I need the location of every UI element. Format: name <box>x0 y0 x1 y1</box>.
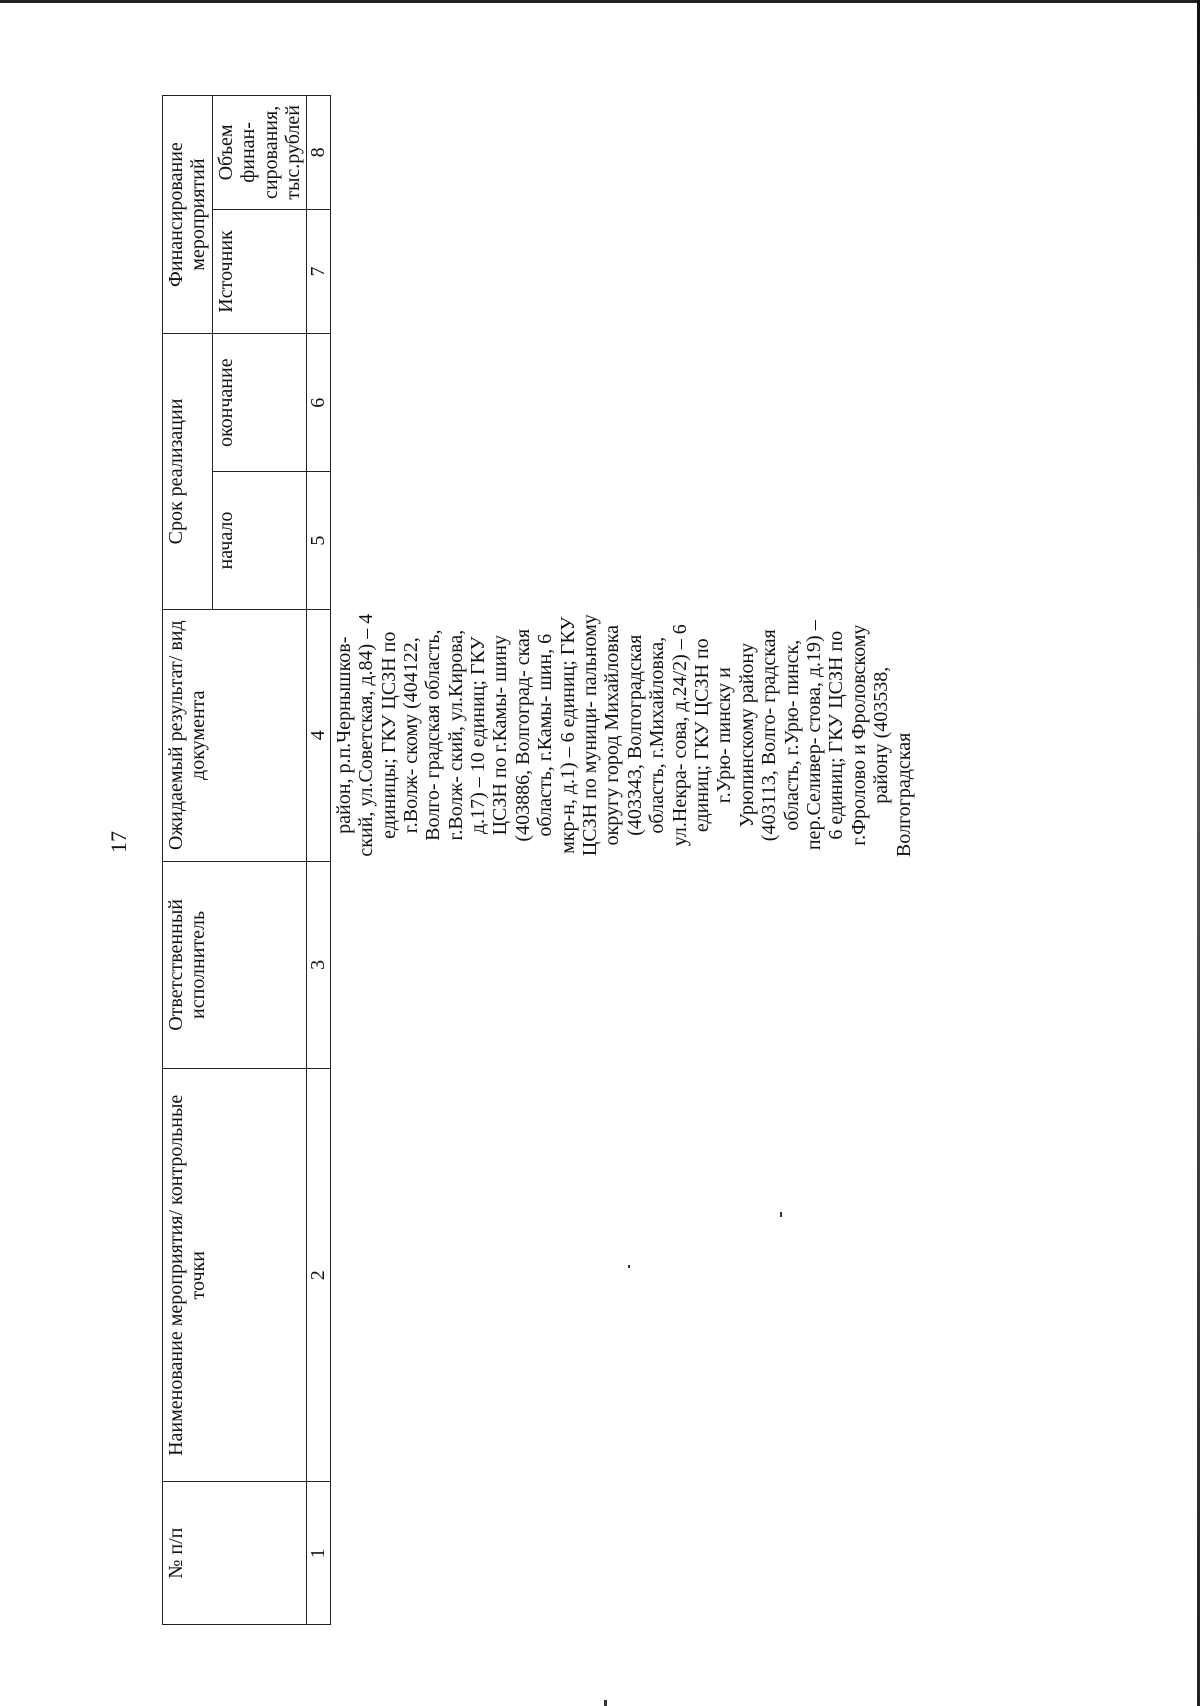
col-number-1: 1 <box>307 1482 330 1625</box>
col-number-4: 4 <box>307 609 330 861</box>
cell-end <box>330 334 917 472</box>
cell-name <box>330 1069 917 1482</box>
scan-edge-top <box>0 0 1200 3</box>
program-table <box>162 95 917 1625</box>
header-responsible: Ответственный исполнитель <box>163 861 307 1069</box>
col-number-8: 8 <box>307 96 330 210</box>
header-period: Срок реализации <box>163 334 213 610</box>
header-period-end: окончание <box>212 334 307 472</box>
cell-responsible <box>330 861 917 1069</box>
header-num: № п/п <box>163 1482 307 1625</box>
cell-result: район, р.п.Чернышков- ский, ул.Советская, д.84) – 4 единицы; ГКУ ЦСЗН по г.Волж- скому (404122, Волго- градская область, г.Волж- ский, ул.Кирова, д.17) – 10 единиц; ГКУ ЦСЗН по г.Камы- шину (403886, Волгоград- ская область, г.Камы- шин, 6 мкр-н, д.1) – 6 единиц; ГКУ ЦСЗН по муници- пальному округу город Михайловка (403343, Волгоградская область, г.Михайловка, ул.Некра- сова, д.24/2) – 6 единиц; ГКУ ЦСЗН по г.Урю- пинску и Урюпинскому району (403113, Волго- градская область, г.Урю- пинск, пер.Селивер- стова, д.19) – 6 единиц; ГКУ ЦСЗН по г.Фролово и Фроловскому району (403538, Волгоградская <box>330 609 917 861</box>
col-number-7: 7 <box>307 209 330 333</box>
header-volume: Объем финан- сирования, тыс.рублей <box>212 96 307 210</box>
header-result: Ожидаемый результат/ вид документа <box>163 609 307 861</box>
header-row <box>163 96 213 1625</box>
col-number-5: 5 <box>307 472 330 610</box>
scan-speck <box>780 1212 782 1217</box>
scan-speck <box>604 1700 607 1706</box>
cell-num <box>330 1482 917 1625</box>
header-name: Наименование мероприятия/ контрольные точки <box>163 1069 307 1482</box>
cell-volume <box>330 96 917 210</box>
header-financing: Финансирование мероприятий <box>163 96 213 334</box>
table-row <box>330 96 917 1625</box>
column-numbers-row <box>307 96 330 1625</box>
rotated-page <box>106 95 1142 1625</box>
page-number: 17 <box>106 831 131 853</box>
cell-source <box>330 209 917 333</box>
header-period-start: начало <box>212 472 307 610</box>
col-number-3: 3 <box>307 861 330 1069</box>
col-number-6: 6 <box>307 334 330 472</box>
cell-start <box>330 472 917 610</box>
header-source: Источник <box>212 209 307 333</box>
scan-speck <box>628 1265 630 1268</box>
col-number-2: 2 <box>307 1069 330 1482</box>
